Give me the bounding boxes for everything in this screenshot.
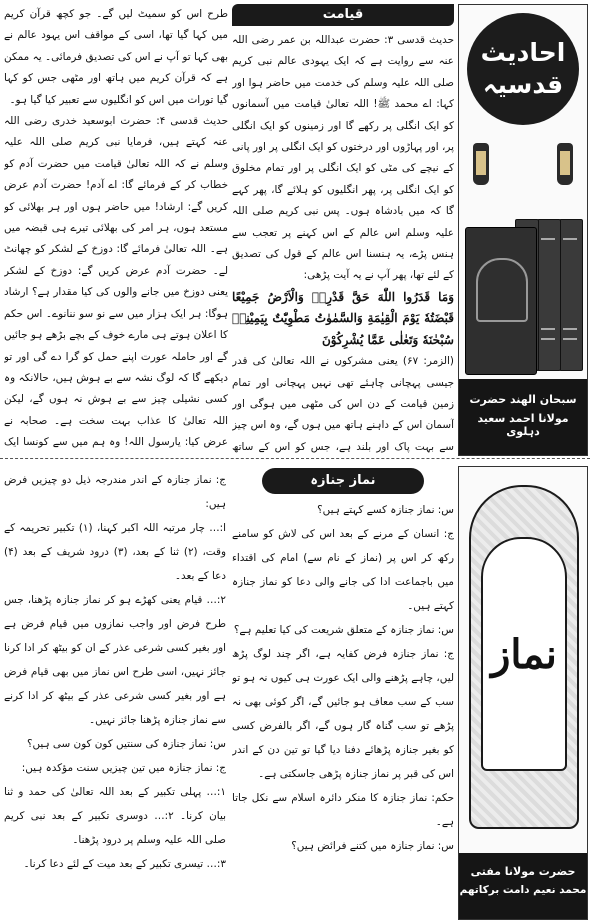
heading-text: نماز جنازہ: [310, 473, 376, 488]
title-line-2: قدسیہ: [482, 70, 564, 99]
ornament-frame: [469, 485, 579, 829]
quran-verse: وَمَا قَدَرُوا اللّٰهَ حَقَّ قَدْرِهٖ وَالْاَرْضُ جَمِيْعًا قَبْضَتُهٗ يَوْمَ الْقِيٰمَةِ وَالسَّمٰوٰتُ مَطْوِيّٰتٌ بِيَمِيْنِهٖ سُبْحٰنَهٗ وَتَعٰلٰى عَمَّا يُشْرِكُوْنَ: [232, 289, 454, 347]
title-emblem: [467, 13, 579, 125]
namaz-graphic: [458, 466, 588, 920]
paragraph: ج: نماز جنازہ میں تین چیزیں سنت مؤکدہ ہیں:: [21, 762, 226, 774]
paragraph: حکم: نماز جنازہ کا منکر دائرہ اسلام سے نکل جاتا ہے۔: [232, 792, 454, 828]
book-cover: [465, 227, 537, 375]
book-spine: [537, 219, 561, 371]
top-left-column: [4, 4, 228, 454]
section-heading-qayamat: [232, 4, 454, 26]
paragraph: حدیث قدسی ۴: حضرت ابوسعید خدری رضی اللہ عنہ کہتے ہیں، فرمایا نبی کریم صلی اللہ علیہ وسلم نے کہ اللہ تعالیٰ قیامت میں حضرت آدم کو خطاب کر کے فرمائے گا: اے آدم! حضرت آدم عرض کریں گے: ارشاد! میں حاضر ہوں اور ہر بھلائی کو مستعد ہوں، ہر امر کی بھلائی تیرے ہی قبضہ میں ہے۔ اللہ تعالیٰ فرمائے گا: دوزخ کے لشکر کو چھانٹ لے۔ حضرت آدم عرض کریں گے: دوزخ کے لشکر یعنی دوزخ میں جانے والوں کی کیا مقدار ہے؟ ارشاد ہوگا: ہر ایک ہزار میں سے نو سو ننانوے۔ اس حکم کا اعلان ہوتے ہی مارے خوف کے بچے بڑھے ہو جائیں گے اور حاملہ عورت اپنے حمل کو گرا دے گی اور تو دیکھے گا کہ لوگ نشہ سے بے ہوش ہیں، حالانکہ وہ کسی نشیلی چیز سے بے ہوش نہ ہوں گے، لیکن اللہ تعالیٰ کا عذاب بہت سخت ہے۔ صحابہ نے عرض کیا: یارسول اللہ! وہ ہم میں سے کونسا ایک: [4, 115, 228, 449]
bottom-left-column: [4, 468, 226, 916]
calligraphy-word: نماز: [491, 630, 557, 678]
lantern-icon: [557, 143, 573, 185]
paragraph: ج: نماز جنازہ کے اندر مندرجہ ذیل دو چیزیں فرض ہیں:: [4, 474, 226, 510]
author-box: [459, 379, 587, 455]
paragraph: ج: نماز جنازہ فرض کفایہ ہے، اگر چند لوگ پڑھ لیں، چاہے پڑھنے والی ایک عورت ہی کیوں نہ ہو تو سب کے سب معاف ہو جائیں گے، اگر کوئی بھی نہ پڑھے تو سب گناہ گار ہوں گے، اگر بالفرض کسی کو بغیر جنازہ پڑھائے دفنا دیا گیا تو تین دن کے اندر اس کی قبر پر نماز جنازہ پڑھی جاسکتی ہے۔: [232, 648, 454, 780]
ahadees-qudsia-graphic: [458, 4, 588, 456]
section-heading-namaz-janaza: [262, 468, 424, 494]
book-spine: [559, 219, 583, 371]
heading-text: قیامت: [322, 7, 364, 22]
paragraph: ۳:… تیسری تکبیر کے بعد میت کے لئے دعا کرنا۔: [23, 858, 226, 870]
paragraph: س: نماز جنازہ کسے کہتے ہیں؟: [317, 504, 454, 516]
bottom-section: [0, 462, 590, 920]
ornament-inner: [481, 537, 567, 771]
paragraph: حدیث قدسی ۳: حضرت عبداللہ بن عمر رضی اللہ عنہ سے روایت ہے کہ ایک یہودی عالم نبی کریم صلی اللہ علیہ وسلم کی خدمت میں حاضر ہوا اور کہا: اے محمد ﷺ! اللہ تعالیٰ قیامت میں آسمانوں کو ایک انگلی پر رکھے گا اور زمینوں کو ایک انگلی پر، اور پہاڑوں اور درختوں کو ایک انگلی پر اور پانی کے نیچے کی مٹی کو ایک انگلی پر اور تمام مخلوق کو ایک انگلی پر، پھر انگلیوں کو ہلائے گا، پھر کہے گا کہ میں بادشاہ ہوں۔ پس نبی کریم صلی اللہ علیہ وسلم اس عالم کے اس کہنے پر تعجب سے ہنس پڑے، یہ ہنسنا اس عالم کے قول کی تصدیق کے لئے تھا، پھر آپ نے یہ آیت پڑھی:: [232, 34, 454, 282]
paragraph: (الزمر: ۶۷) یعنی مشرکوں نے اللہ تعالیٰ کی قدر جیسی پہچانی چاہئے تھی نہیں پہچانی اور تمام زمین قیامت کے دن اس کی مٹھی میں ہوگی اور آسمان اس کے داہنے ہاتھ میں ہوں گے، وہ اس چیز سے بہت پاک اور بلند ہے، جس کو اس کے ساتھ: [232, 355, 454, 453]
top-middle-column: [232, 4, 454, 454]
author-title: حضرت مولانا مفتی: [470, 865, 576, 878]
author-name: مولانا احمد سعید دہلوی: [477, 412, 569, 438]
author-title: سبحان الھند حضرت: [469, 393, 577, 406]
paragraph: س: نماز جنازہ کے متعلق شریعت کی کیا تعلیم ہے؟: [233, 624, 454, 636]
paragraph: ۱:… پہلی تکبیر کے بعد اللہ تعالیٰ کی حمد و ثنا بیان کرنا۔ ۲:… دوسری تکبیر کے بعد نبی کریم صلی اللہ علیہ وسلم پر درود پڑھنا۔: [4, 786, 226, 846]
paragraph: س: نماز جنازہ میں کتنے فرائض ہیں؟: [291, 840, 454, 852]
author-name: محمد نعیم دامت برکاتھم: [459, 884, 587, 896]
author-box: [459, 853, 587, 919]
lantern-icon: [473, 143, 489, 185]
title-line-1: احادیث: [480, 38, 566, 67]
top-section: [0, 0, 590, 458]
books-illustration: [465, 219, 581, 369]
paragraph: ج: انسان کے مرنے کے بعد اس کی لاش کو سامنے رکھ کر اس پر (نماز کے نام سے) امام کی اقتداء میں باجماعت ادا کی جانے والی دعا کو نماز جنازہ کہتے ہیں۔: [232, 528, 454, 612]
paragraph: ا:… چار مرتبہ اللہ اکبر کہنا، (۱) تکبیر تحریمہ کے وقت، (۲) ثنا کے بعد، (۳) درود شریف کے بعد (۴) دعا کے بعد۔: [4, 522, 226, 582]
paragraph: طرح اس کو سمیٹ لیں گے۔ جو کچھ قرآن کریم میں کہا گیا تھا، اسی کے مواقف اس یہود عالم نے بھی کہا تو آپ نے اس کی تصدیق فرمائی۔ یہ ممکن ہے کہ قرآن کریم میں ہاتھ اور مٹھی جس کو کہا گیا تورات میں اس کو انگلیوں سے تعبیر کیا گیا ہو۔: [4, 8, 228, 106]
bottom-middle-column: [232, 468, 454, 916]
paragraph: س: نماز جنازہ کی سنتیں کون کون سی ہیں؟: [26, 738, 226, 750]
section-divider: [0, 458, 590, 459]
paragraph: ۲:… قیام یعنی کھڑے ہو کر نماز جنازہ پڑھنا، جس طرح فرض اور واجب نمازوں میں قیام فرض ہے اور بغیر کسی شرعی عذر کے ان کو بیٹھ کر ادا کرنا جائز نہیں، اسی طرح اس نماز میں بھی قیام فرض ہے اور بغیر کسی شرعی عذر کے بیٹھ کر ادا کرنے سے نماز جنازہ پڑھنا جائز نہیں۔: [4, 594, 226, 726]
